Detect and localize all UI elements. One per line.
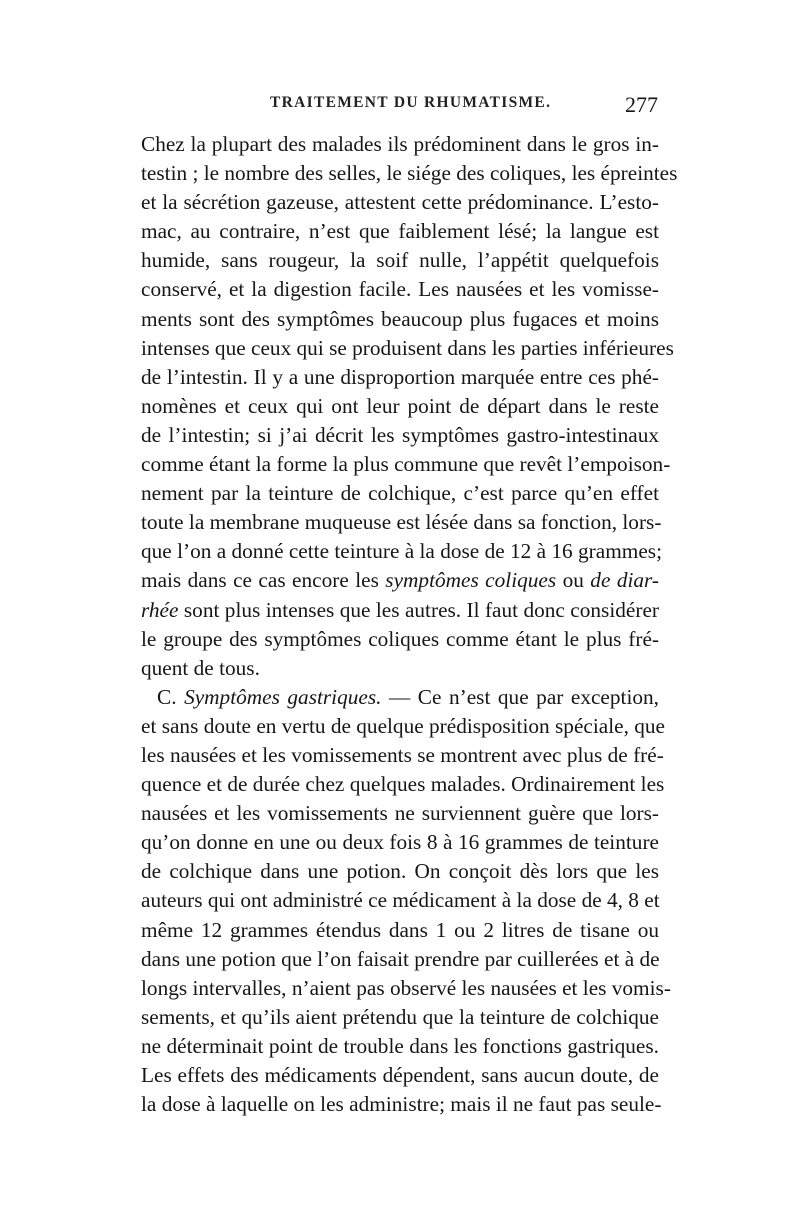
section-title: Symptômes gastriques. (184, 684, 382, 709)
text-line: Chez la plupart des malades ils prédominent dans le gros in- (141, 132, 659, 156)
body-text (141, 130, 678, 1119)
text-line: nement par la teinture de colchique, c’est parce qu’en effet (141, 481, 659, 506)
italic-term: rhée (141, 597, 179, 622)
text-line: nausées et les vomissements ne surviennent guère que lors- (141, 801, 659, 826)
italic-term: symptômes coliques (385, 568, 557, 593)
section-letter: C. (157, 684, 185, 709)
text-run: mais dans ce cas encore les (141, 568, 386, 593)
text-line: Les effets des médicaments dépendent, sans aucun doute, de (141, 1063, 659, 1087)
text-line: la dose à laquelle on les administre; mais il ne faut pas seule- (141, 1092, 662, 1117)
text-line: et la sécrétion gazeuse, attestent cette prédominance. L’esto- (141, 190, 659, 215)
text-line: et sans doute en vertu de quelque prédisposition spéciale, que (141, 713, 665, 738)
text-line: quent de tous. (141, 655, 260, 680)
text-line: humide, sans rougeur, la soif nulle, l’appétit quelquefois (141, 248, 659, 273)
text-line (141, 566, 659, 595)
text-line: auteurs qui ont administré ce médicament à la dose de 4, 8 et (141, 888, 660, 913)
text-line: même 12 grammes étendus dans 1 ou 2 litres de tisane ou (141, 917, 659, 942)
running-title: TRAITEMENT DU RHUMATISME. (270, 94, 552, 111)
text-line: de l’intestin; si j’ai décrit les symptômes gastro-intestinaux (141, 422, 659, 447)
page-number: 277 (625, 92, 658, 117)
text-line: ne déterminait point de trouble dans les fonctions gastriques. (141, 1033, 659, 1058)
text-line: les nausées et les vomissements se montrent avec plus de fré- (141, 742, 664, 767)
text-line: le groupe des symptômes coliques comme étant le plus fré- (141, 626, 659, 651)
text-run: — Ce n’est que par exception, (381, 684, 659, 709)
text-line: testin ; le nombre des selles, le siége des coliques, les épreintes (141, 161, 678, 186)
text-line: que l’on a donné cette teinture à la dose de 12 à 16 grammes; (141, 539, 662, 564)
text-line: mac, au contraire, n’est que faiblement lésé; la langue est (141, 219, 659, 244)
text-run: ou (556, 568, 591, 593)
text-line: comme étant la forme la plus commune que revêt l’empoison- (141, 452, 671, 477)
text-line: quence et de durée chez quelques malades. Ordinairement les (141, 772, 665, 797)
page-header (142, 92, 658, 118)
text-line: toute la membrane muqueuse est lésée dans sa fonction, lors- (141, 510, 662, 535)
text-line: dans une potion que l’on faisait prendre par cuillerées et à de (141, 946, 660, 971)
text-line: ments sont des symptômes beaucoup plus fugaces et moins (141, 306, 659, 331)
text-line: nomènes et ceux qui ont leur point de départ dans le reste (141, 393, 659, 418)
text-line: sements, et qu’ils aient prétendu que la teinture de colchique (141, 1004, 659, 1029)
italic-term: de diar- (590, 568, 659, 593)
section-heading-line (141, 683, 659, 712)
text-line (141, 596, 659, 625)
text-line: de l’intestin. Il y a une disproportion marquée entre ces phé- (141, 364, 659, 389)
text-line: de colchique dans une potion. On conçoit dès lors que les (141, 859, 659, 884)
text-line: intenses que ceux qui se produisent dans les parties inférieures (141, 335, 674, 360)
text-line: conservé, et la digestion facile. Les nausées et les vomisse- (141, 277, 659, 302)
text-line: longs intervalles, n’aient pas observé les nausées et les vomis- (141, 975, 671, 1000)
text-line: qu’on donne en une ou deux fois 8 à 16 grammes de teinture (141, 830, 659, 855)
text-run: sont plus intenses que les autres. Il faut donc considérer (178, 597, 659, 622)
